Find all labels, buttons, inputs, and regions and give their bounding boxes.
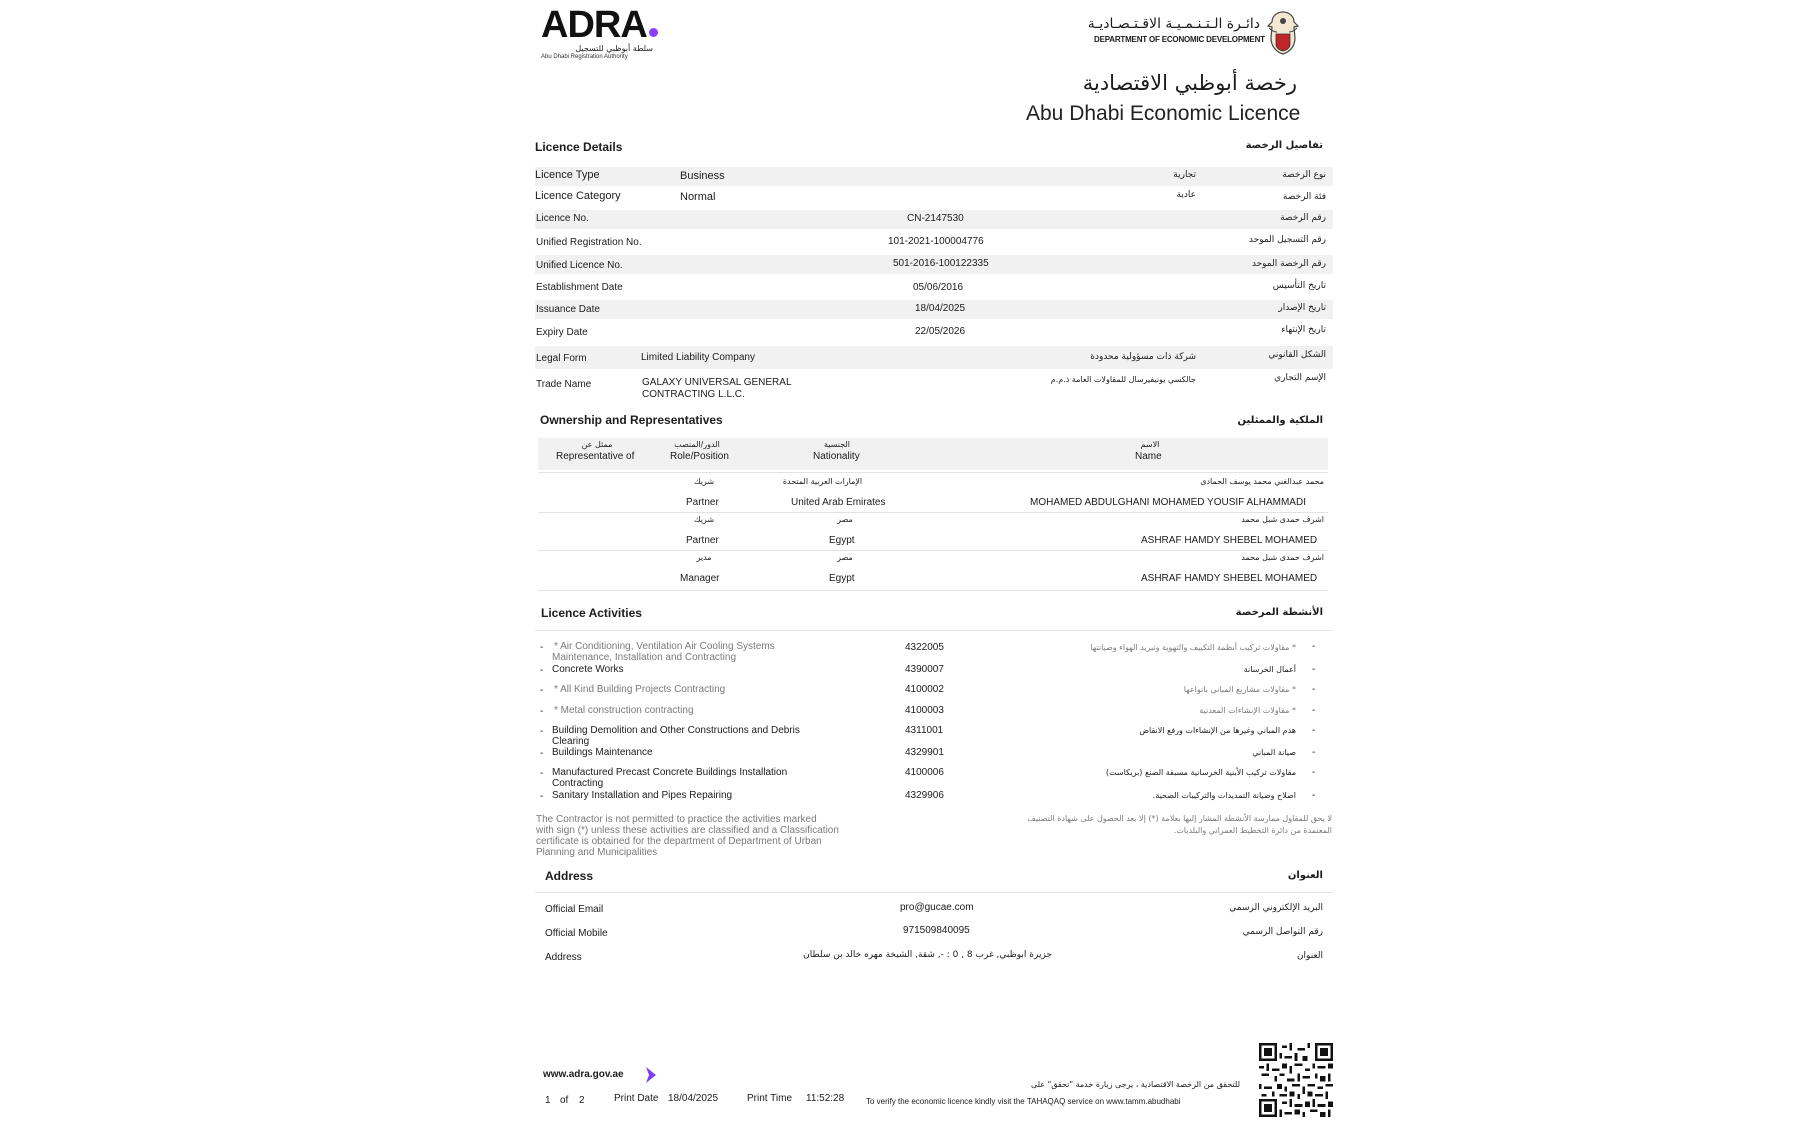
activities-note-en-line3: certificate is obtained for the department of Department of Urban: [536, 836, 822, 847]
establishment-date-label-ar: تاريخ التأسيس: [1272, 281, 1326, 291]
licence-title-en: Abu Dhabi Economic Licence: [1026, 102, 1301, 125]
activity-dash: -: [1312, 767, 1316, 778]
owner-1-nat-ar: الإمارات العربية المتحدة: [782, 477, 863, 486]
col-name-ar: الاسم: [1140, 440, 1160, 449]
licence-no-label-ar: رقم الرخصة: [1280, 213, 1326, 223]
owner-1-name-en: MOHAMED ABDULGHANI MOHAMED YOUSIF ALHAMMADI: [1030, 497, 1306, 508]
activity-dash: -: [1312, 747, 1316, 758]
page-total: 2: [579, 1095, 585, 1106]
col-rep-ar: ممثل عن: [581, 440, 613, 449]
row-divider: [538, 472, 1328, 473]
licence-type-value: Business: [680, 170, 725, 182]
activity-3-code: 4100002: [905, 684, 944, 695]
col-role-en: Role/Position: [670, 451, 729, 462]
print-time-label: Print Time: [747, 1093, 793, 1104]
activity-dash: -: [1312, 664, 1316, 675]
ded-name-ar: دائـرة الـتـنـمـيـة الاقـتـصـاديـة: [1087, 16, 1260, 32]
licence-type-label-ar: نوع الرخصة: [1282, 170, 1326, 180]
activity-5-en-line2: Clearing: [552, 736, 590, 747]
address-label: Address: [545, 952, 582, 963]
activity-5-code: 4311001: [905, 725, 944, 736]
licence-type-value-ar: تجارية: [1173, 170, 1196, 180]
owner-3-role-en: Manager: [680, 573, 720, 584]
activity-1-code: 4322005: [905, 642, 944, 653]
activities-note-en-line4: Planning and Municipalities: [536, 847, 658, 858]
legal-form-value: Limited Liability Company: [641, 352, 755, 363]
activities-divider: [535, 630, 1333, 631]
adra-subtitle-en: Abu Dhabi Registration Authority: [541, 54, 628, 60]
activity-7-en-line1: Manufactured Precast Concrete Buildings Installation: [552, 767, 788, 778]
col-rep-en: Representative of: [556, 451, 635, 462]
address-divider: [535, 892, 1333, 893]
owner-2-role-en: Partner: [686, 535, 719, 546]
licence-category-label-ar: فئة الرخصة: [1282, 192, 1326, 202]
website-link[interactable]: www.adra.gov.ae: [543, 1069, 624, 1080]
activities-note-ar-line2: المعتمدة من دائرة التخطيط العمراني والبلديات.: [1173, 826, 1332, 835]
activity-6-ar: صيانة المباني: [1252, 748, 1296, 757]
owner-1-role-en: Partner: [686, 497, 719, 508]
official-mobile-label: Official Mobile: [545, 928, 608, 939]
activity-2-ar: أعمال الخرسانة: [1243, 665, 1296, 674]
activity-8-en: Sanitary Installation and Pipes Repairing: [552, 790, 733, 801]
licence-title-ar: رخصة أبوظبي الاقتصادية: [1082, 71, 1297, 95]
activity-dash: -: [540, 791, 544, 802]
owner-3-name-ar: اشرف حمدى شبل محمد: [1241, 553, 1324, 562]
col-name-en: Name: [1135, 451, 1162, 462]
owner-3-nat-en: Egypt: [829, 573, 855, 584]
print-date-value: 18/04/2025: [668, 1093, 719, 1104]
activity-7-ar: مقاولات تركيب الأبنية الخرسانية مسبقة الصنع (بريكاست): [1105, 768, 1296, 777]
activities-heading: Licence Activities: [541, 606, 642, 620]
print-time-value: 11:52:28: [806, 1093, 845, 1104]
row-divider: [538, 512, 1328, 513]
activity-1-ar: * مقاولات تركيب أنظمة التكييف والتهوية وتبريد الهواء وصيانتها: [1090, 643, 1296, 652]
owner-2-name-en: ASHRAF HAMDY SHEBEL MOHAMED: [1141, 535, 1318, 546]
owner-1-role-ar: شريك: [693, 477, 715, 486]
trade-name-value-line2: CONTRACTING L.L.C.: [642, 389, 745, 400]
ded-name-en: DEPARTMENT OF ECONOMIC DEVELOPMENT: [1094, 35, 1265, 44]
activity-8-code: 4329906: [905, 790, 944, 801]
licence-no-label: Licence No.: [536, 213, 589, 224]
issuance-date-label: Issuance Date: [536, 304, 600, 315]
trade-name-label: Trade Name: [536, 379, 592, 390]
owner-2-nat-ar: مصر: [837, 515, 853, 524]
activity-3-ar: * مقاولات مشاريع المباني بانواعها: [1183, 685, 1296, 694]
official-mobile-label-ar: رقم التواصل الرسمي: [1242, 927, 1323, 937]
activity-1-en-line1: * Air Conditioning, Ventilation Air Cooling Systems: [554, 641, 775, 652]
verify-note-en: To verify the economic licence kindly visit the TAHAQAQ service on www.tamm.abudhabi: [866, 1097, 1181, 1106]
legal-form-value-ar: شركة ذات مسؤولية محدودة: [1090, 352, 1196, 362]
adra-subtitle-ar: سلطة أبوظبي للتسجيل: [575, 44, 653, 53]
row-divider: [538, 550, 1328, 551]
activity-7-en-line2: Contracting: [552, 778, 604, 789]
activity-5-ar: هدم المباني وغيرها من الإنشاءات ورفع الانقاض: [1139, 726, 1296, 735]
owner-2-role-ar: شريك: [693, 515, 715, 524]
activity-dash: -: [540, 748, 544, 759]
activity-dash: -: [540, 706, 544, 717]
unified-registration-value: 101-2021-100004776: [888, 236, 984, 247]
expiry-date-label-ar: تاريخ الإنتهاء: [1281, 325, 1326, 335]
activities-note-en-line2: with sign (*) unless these activities are classified and a Classification: [536, 825, 839, 836]
legal-form-label: Legal Form: [536, 353, 587, 364]
unified-licence-value: 501-2016-100122335: [893, 258, 989, 269]
adra-logo: [541, 4, 658, 47]
address-heading: Address: [545, 869, 594, 883]
licence-type-label: Licence Type: [535, 169, 600, 181]
ownership-header-band: [538, 438, 1328, 470]
establishment-date-value: 05/06/2016: [913, 282, 964, 293]
owner-1-nat-en: United Arab Emirates: [791, 497, 886, 508]
activity-3-en: * All Kind Building Projects Contracting: [554, 684, 726, 695]
owner-3-role-ar: مدير: [696, 553, 712, 562]
activity-dash: -: [1312, 684, 1316, 695]
row-divider: [538, 590, 1328, 591]
activity-6-code: 4329901: [905, 747, 944, 758]
licence-category-value: Normal: [680, 191, 716, 203]
activity-1-en-line2: Maintenance, Installation and Contracting: [552, 652, 737, 663]
col-role-ar: الدور/المنصب: [674, 440, 720, 449]
address-heading-ar: العنوان: [1287, 870, 1323, 881]
issuance-date-value: 18/04/2025: [915, 303, 966, 314]
unified-registration-label-ar: رقم التسجيل الموحد: [1248, 235, 1326, 245]
licence-details-heading-ar: تفاصيل الرخصة: [1245, 140, 1323, 151]
licence-no-value: CN-2147530: [907, 213, 964, 224]
activity-dash: -: [1312, 725, 1316, 736]
qr-code-icon: [1259, 1043, 1333, 1117]
owner-1-name-ar: محمد عبدالغني محمد يوسف الحمادى: [1200, 477, 1324, 486]
official-email-value: pro@gucae.com: [900, 902, 974, 913]
ownership-heading-ar: الملكية والممثلين: [1237, 415, 1323, 426]
expiry-date-value: 22/05/2026: [915, 326, 966, 337]
trade-name-value-ar: جالكسي يونيفيرسال للمقاولات العامة ذ.م.م: [1050, 375, 1196, 384]
activity-dash: -: [1312, 641, 1316, 652]
activity-dash: -: [1312, 705, 1316, 716]
activity-2-code: 4390007: [905, 664, 944, 675]
owner-2-name-ar: اشرف حمدى شبل محمد: [1241, 515, 1324, 524]
activities-note-en-line1: The Contractor is not permitted to practice the activities marked: [536, 814, 817, 825]
activity-7-code: 4100006: [905, 767, 944, 778]
activity-dash: -: [540, 726, 544, 737]
trade-name-value-line1: GALAXY UNIVERSAL GENERAL: [642, 377, 792, 388]
licence-category-label: Licence Category: [535, 190, 621, 202]
expiry-date-label: Expiry Date: [536, 327, 588, 338]
chevron-right-icon: [643, 1066, 659, 1084]
col-nat-ar: الجنسية: [823, 440, 851, 449]
activity-6-en: Buildings Maintenance: [552, 747, 653, 758]
official-email-label: Official Email: [545, 904, 604, 915]
adra-logo-dot: [649, 28, 658, 37]
ownership-heading: Ownership and Representatives: [540, 413, 723, 427]
activity-8-ar: اصلاح وصيانة التمديدات والتركيبات الصحية.: [1152, 791, 1296, 800]
activity-dash: -: [1312, 790, 1316, 801]
owner-3-name-en: ASHRAF HAMDY SHEBEL MOHAMED: [1141, 573, 1318, 584]
official-mobile-value: 971509840095: [903, 925, 970, 936]
licence-details-heading: Licence Details: [535, 140, 623, 154]
adra-logo-text: ADRA: [541, 4, 647, 46]
activity-dash: -: [540, 685, 544, 696]
address-label-ar: العنوان: [1296, 951, 1323, 961]
activity-4-code: 4100003: [905, 705, 944, 716]
verify-note-ar: للتحقق من الرخصة الاقتصادية ، يرجى زيارة خدمة "تحقق" على: [1030, 1080, 1240, 1089]
activity-4-ar: * مقاولات الإنشاءات المعدنية: [1199, 706, 1296, 715]
print-date-label: Print Date: [614, 1093, 659, 1104]
issuance-date-label-ar: تاريخ الإصدار: [1278, 303, 1326, 313]
activity-5-en-line1: Building Demolition and Other Constructions and Debris: [552, 725, 800, 736]
activity-4-en: * Metal construction contracting: [554, 705, 694, 716]
activity-2-en: Concrete Works: [552, 664, 624, 675]
owner-2-nat-en: Egypt: [829, 535, 855, 546]
trade-name-label-ar: الإسم التجاري: [1274, 373, 1326, 383]
page-of: of: [560, 1095, 569, 1106]
address-value: جزيرة ابوظبي, غرب 8 , 0 : -, شقة, الشيخة مهره خالد بن سلطان: [803, 950, 1052, 960]
activities-heading-ar: الأنشطة المرخصة: [1235, 607, 1323, 618]
activity-dash: -: [540, 665, 544, 676]
establishment-date-label: Establishment Date: [536, 282, 623, 293]
licence-category-value-ar: عادية: [1176, 190, 1196, 200]
unified-licence-label: Unified Licence No.: [536, 260, 623, 271]
activity-dash: -: [540, 768, 544, 779]
activities-note-ar-line1: لا يحق للمقاول ممارسة الأنشطة المشار إليها بعلامة (*) إلا بعد الحصول على شهادة التصنيف: [1027, 814, 1332, 823]
col-nat-en: Nationality: [813, 451, 860, 462]
legal-form-label-ar: الشكل القانوني: [1268, 350, 1326, 360]
owner-3-nat-ar: مصر: [837, 553, 853, 562]
unified-registration-label: Unified Registration No.: [536, 237, 642, 248]
page-current: 1: [545, 1095, 551, 1106]
falcon-emblem-icon: [1263, 8, 1303, 56]
activity-dash: -: [540, 642, 544, 653]
unified-licence-label-ar: رقم الرخصة الموحد: [1251, 259, 1326, 269]
official-email-label-ar: البريد الإلكتروني الرسمي: [1229, 903, 1323, 913]
